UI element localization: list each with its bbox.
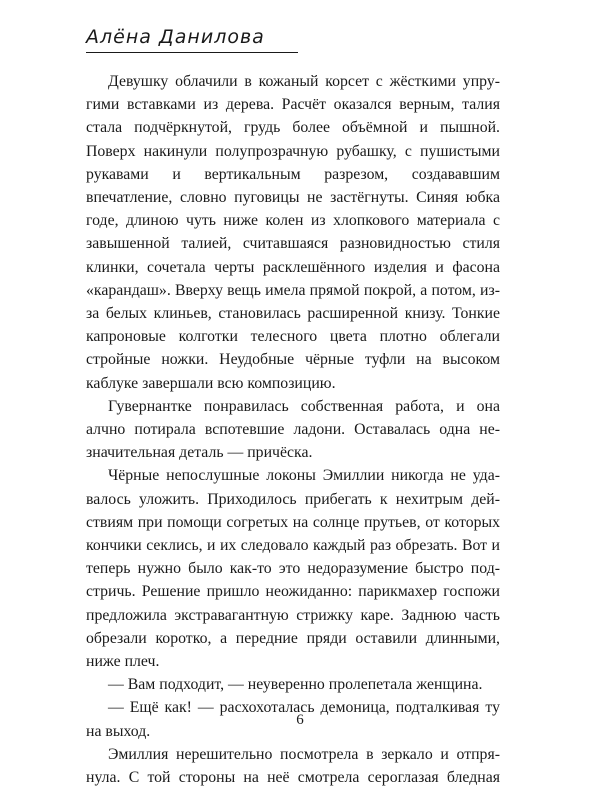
paragraph: Чёрные непослушные локоны Эмиллии никогда не удавалось уложить. Приходилось прибегать к нехитрым действиям при помощи согретых на солнце прутьев, от которых кончики секлись, и их следовало каждый раз обрезать. Вот и теперь нужно было как-то это недоразумение быстро подстричь. Решение пришло неожиданно: парикмахер госпожи предложила экстравагантную стрижку каре. Заднюю часть обрезали коротко, а передние пряди оставили длинными, ниже плеч. [86,467,500,671]
page-number: 6 [296,712,304,728]
paragraph: Девушку облачили в кожаный корсет с жёсткими упругими вставками из дерева. Расчёт оказался верным, талия стала подчёркнутой, грудь более объёмной и пышной. Поверх накинули полупрозрачную рубашку, с пушистыми рукавами и вертикальным разрезом, создававшим впечатление, словно пуговицы не застёгнуты. Синяя юбка годе, длиною чуть ниже колен из хлопкового материала с завышенной талией, считавшаяся разновидностью стиля клинки, сочетала черты расклешённого изделия и фасона «карандаш». Вверху вещь имела прямой покрой, а потом, из-за белых клиньев, становилась расширенной книзу. Тонкие капроновые колготки телесного цвета плотно облегали стройные ножки. Неудобные чёрные туфли на высоком каблуке завершали всю композицию. [86,73,500,392]
body-text [86,70,500,789]
dialogue-line: — Вам подходит, — неуверенно пролепетала женщина. [108,676,483,694]
dialogue-line: — Ещё как! — расхохоталась демоница, подталкивая ту на выход. [86,699,500,740]
running-head-rule [86,52,298,53]
running-head-author: Алёна Данилова [86,26,265,48]
paragraph: Эмиллия нерешительно посмотрела в зеркало и отпрянула. С той стороны на неё смотрела сероглазая бледная [86,745,500,787]
paragraph: Гувернантке понравилась собственная работа, и она алчно потирала вспотевшие ладони. Оставалась одна незначительная деталь — причёска. [86,397,500,462]
